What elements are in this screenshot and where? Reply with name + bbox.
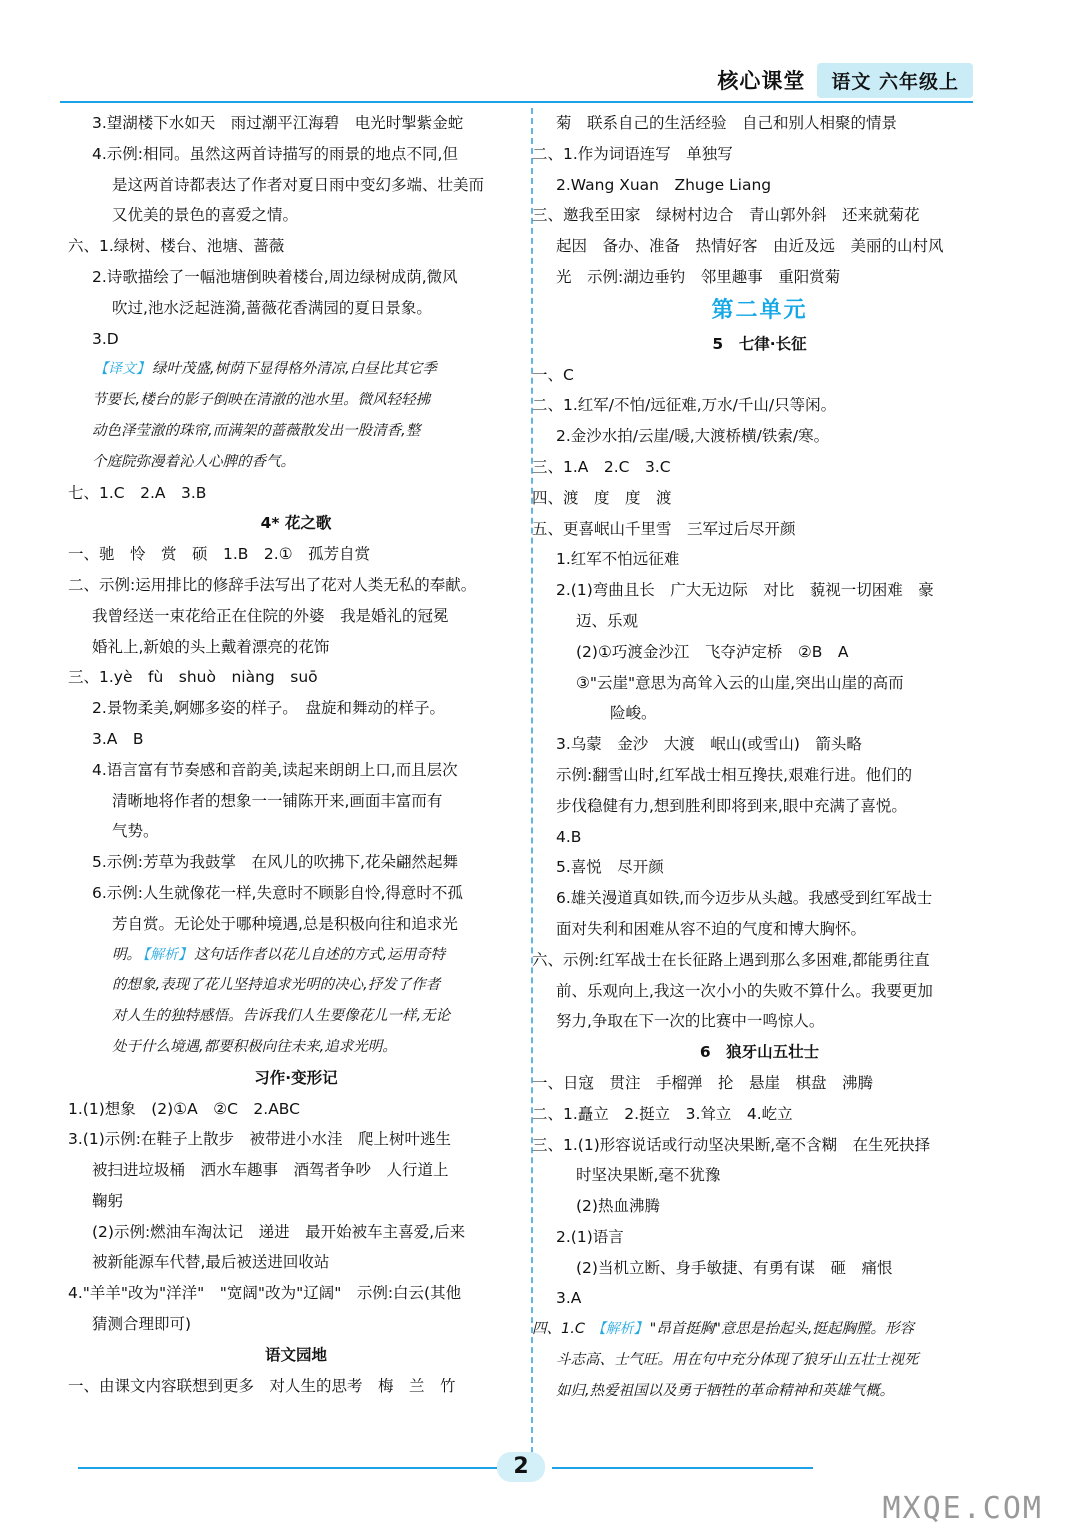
answer-line bbox=[68, 878, 524, 909]
line-text: 面对失利和困难从容不迫的气度和博大胸怀。 bbox=[556, 919, 867, 938]
line-text: 芳自赏。无论处于哪种境遇,总是积极向往和追求光 bbox=[112, 914, 458, 933]
line-text: 1.(1)想象 (2)①A ②C 2.ABC bbox=[68, 1099, 300, 1118]
line-text: 是这两首诗都表达了作者对夏日雨中变幻多端、壮美而 bbox=[112, 175, 485, 194]
right-column bbox=[532, 108, 987, 1407]
answer-line bbox=[68, 1371, 524, 1402]
answer-line bbox=[532, 852, 987, 883]
line-text: 四、渡 度 度 渡 bbox=[532, 488, 672, 507]
answer-line bbox=[532, 760, 987, 791]
line-text: 我曾经送一束花给正在住院的外婆 我是婚礼的冠冕 bbox=[92, 606, 449, 625]
line-text: 迈、乐观 bbox=[576, 611, 639, 630]
answer-line bbox=[68, 1186, 524, 1217]
answer-line bbox=[68, 1217, 524, 1248]
answer-line bbox=[68, 693, 524, 724]
line-text: 4."羊羊"改为"洋洋" "宽阔"改为"辽阔" 示例:白云(其他 bbox=[68, 1284, 462, 1303]
line-text: 3.望湖楼下水如天 雨过潮平江海碧 电光时掣紫金蛇 bbox=[92, 114, 464, 132]
line-text: 节要长,楼台的影子倒映在清澈的池水里。微风轻轻拂 bbox=[92, 392, 431, 409]
lesson-title bbox=[532, 329, 987, 360]
line-text: 第二单元 bbox=[711, 297, 808, 323]
answer-line bbox=[532, 544, 987, 575]
answer-line bbox=[68, 1001, 524, 1032]
line-text: 一、日寇 贯注 手榴弹 抡 悬崖 棋盘 沸腾 bbox=[532, 1073, 874, 1092]
answer-line bbox=[68, 385, 524, 416]
line-text: 4.B bbox=[556, 827, 582, 846]
answer-line bbox=[68, 1124, 524, 1155]
answer-line bbox=[68, 940, 524, 971]
line-text: 5.示例:芳草为我鼓掌 在风儿的吹拂下,花朵翩然起舞 bbox=[92, 853, 458, 872]
line-text: "昂首挺胸"意思是抬起头,挺起胸膛。形容 bbox=[649, 1321, 915, 1338]
answer-line bbox=[532, 822, 987, 853]
line-text: 二、示例:运用排比的修辞手法写出了花对人类无私的奉献。 bbox=[68, 575, 477, 594]
line-text: 4* 花之歌 bbox=[260, 514, 332, 533]
line-text: 3.D bbox=[92, 329, 119, 348]
line-text: 斗志高、士气旺。用在句中充分体现了狼牙山五壮士视死 bbox=[556, 1352, 919, 1369]
line-text: 前、乐观向上,我这一次小小的失败不算什么。我要更加 bbox=[556, 981, 933, 1000]
line-text: 3.乌蒙 金沙 大渡 岷山(或雪山) 箭头略 bbox=[556, 735, 862, 754]
line-text: 六、示例:红军战士在长征路上遇到那么多困难,都能勇往直 bbox=[532, 950, 930, 969]
line-text: 被扫进垃圾桶 洒水车趣事 酒驾者争吵 人行道上 bbox=[92, 1161, 449, 1180]
answer-line bbox=[532, 1376, 987, 1407]
line-text: 2.(1)语言 bbox=[556, 1227, 624, 1246]
answer-line bbox=[532, 1006, 987, 1037]
line-text: 三、邀我至田家 绿树村边合 青山郭外斜 还来就菊花 bbox=[532, 206, 920, 225]
answer-line bbox=[68, 416, 524, 447]
answer-line bbox=[68, 354, 524, 385]
line-text: 3.(1)示例:在鞋子上散步 被带进小水洼 爬上树叶逃生 bbox=[68, 1130, 451, 1149]
line-text: 这句话作者以花儿自述的方式,运用奇特 bbox=[194, 946, 446, 963]
answer-line bbox=[68, 1309, 524, 1340]
footer-rule-left bbox=[78, 1467, 523, 1469]
answer-line bbox=[68, 1032, 524, 1063]
line-text: 5.喜悦 尽开颜 bbox=[556, 858, 664, 877]
line-text: 光 示例:湖边垂钓 邻里趣事 重阳赏菊 bbox=[556, 267, 841, 286]
line-text: 又优美的景色的喜爱之情。 bbox=[112, 206, 299, 225]
answer-line bbox=[68, 1278, 524, 1309]
answer-line bbox=[532, 514, 987, 545]
line-text: 2.(1)弯曲且长 广大无边际 对比 藐视一切困难 豪 bbox=[556, 581, 934, 600]
line-text: 起因 备办、准备 热情好客 由近及远 美丽的山村风 bbox=[556, 237, 944, 256]
line-text: 2.景物柔美,婀娜多姿的样子。 盘旋和舞动的样子。 bbox=[92, 699, 445, 718]
lesson-title bbox=[68, 1340, 524, 1371]
line-text: 努力,争取在下一次的比赛中一鸣惊人。 bbox=[556, 1012, 825, 1031]
line-text: 6.雄关漫道真如铁,而今迈步从头越。我感受到红军战士 bbox=[556, 889, 933, 908]
brand-title: 核心课堂 bbox=[717, 69, 806, 93]
line-text: 步伐稳健有力,想到胜利即将到来,眼中充满了喜悦。 bbox=[556, 796, 907, 815]
answer-line bbox=[532, 1222, 987, 1253]
lesson-title bbox=[68, 508, 524, 539]
line-text: 语文园地 bbox=[264, 1345, 327, 1364]
answer-line bbox=[68, 847, 524, 878]
line-text: 一、由课文内容联想到更多 对人生的思考 梅 兰 竹 bbox=[68, 1376, 456, 1395]
line-text: 气势。 bbox=[112, 822, 159, 841]
answer-line bbox=[532, 575, 987, 606]
line-text: 一、C bbox=[532, 365, 574, 384]
answer-line bbox=[68, 1094, 524, 1125]
watermark-text: MXQE.COM bbox=[882, 1491, 1043, 1526]
line-text: ③"云崖"意思为高耸入云的山崖,突出山崖的高而 bbox=[576, 673, 904, 692]
answer-line bbox=[68, 539, 524, 570]
line-text: 三、1.A 2.C 3.C bbox=[532, 457, 671, 476]
line-text: 被新能源车代替,最后被送进回收站 bbox=[92, 1253, 330, 1272]
line-text: 动色泽莹澈的珠帘,而满架的蔷薇散发出一股清香,整 bbox=[92, 422, 421, 439]
line-text: 一、驰 怜 赏 硕 1.B 2.① 孤芳自赏 bbox=[68, 545, 371, 564]
answer-line bbox=[532, 1191, 987, 1222]
lesson-title bbox=[68, 1063, 524, 1094]
line-text: 个庭院弥漫着沁人心脾的香气。 bbox=[92, 453, 295, 470]
line-text: 险峻。 bbox=[610, 704, 657, 723]
answer-line bbox=[532, 452, 987, 483]
header-rule bbox=[60, 101, 973, 103]
line-text: 对人生的独特感悟。告诉我们人生要像花儿一样,无论 bbox=[112, 1008, 451, 1025]
answer-line bbox=[532, 1130, 987, 1161]
answer-line bbox=[68, 570, 524, 601]
answer-prefix: 明。 bbox=[112, 946, 141, 963]
answer-line bbox=[532, 200, 987, 231]
line-text: 婚礼上,新娘的头上戴着漂亮的花饰 bbox=[92, 637, 330, 656]
answer-prefix: 四、1.C bbox=[532, 1321, 590, 1338]
answer-line bbox=[68, 262, 524, 293]
note-tag: 【解析】 bbox=[143, 946, 192, 963]
answer-line bbox=[68, 108, 524, 139]
answer-line bbox=[532, 108, 987, 139]
answer-line bbox=[532, 1160, 987, 1191]
line-text: 示例:翻雪山时,红军战士相互搀扶,艰难行进。他们的 bbox=[556, 765, 913, 784]
line-text: 二、1.矗立 2.挺立 3.耸立 4.屹立 bbox=[532, 1104, 793, 1123]
answer-line bbox=[68, 200, 524, 231]
unit-heading bbox=[532, 293, 987, 329]
line-text: 七、1.C 2.A 3.B bbox=[68, 483, 207, 502]
line-text: 3.A B bbox=[92, 729, 144, 748]
line-text: 4.示例:相同。虽然这两首诗描写的雨景的地点不同,但 bbox=[92, 144, 458, 163]
answer-line bbox=[532, 360, 987, 391]
answer-line bbox=[532, 483, 987, 514]
page-header bbox=[717, 62, 973, 98]
answer-line bbox=[532, 945, 987, 976]
line-text: 2.金沙水拍/云崖/暖,大渡桥横/铁索/寒。 bbox=[556, 427, 830, 446]
line-text: (2)示例:燃油车淘汰记 递进 最开始被车主喜爱,后来 bbox=[92, 1222, 466, 1241]
answer-line bbox=[68, 632, 524, 663]
line-text: 如归,热爱祖国以及勇于牺牲的革命精神和英雄气概。 bbox=[556, 1382, 895, 1399]
line-text: (2)热血沸腾 bbox=[576, 1197, 660, 1216]
answer-line bbox=[532, 1314, 987, 1345]
line-text: 二、1.作为词语连写 单独写 bbox=[532, 144, 733, 163]
line-text: 4.语言富有节奏感和音韵美,读起来朗朗上口,而且层次 bbox=[92, 760, 458, 779]
line-text: 菊 联系自己的生活经验 自己和别人相聚的情景 bbox=[556, 114, 898, 132]
left-column bbox=[68, 108, 524, 1401]
answer-line bbox=[532, 976, 987, 1007]
line-text: 绿叶茂盛,树荫下显得格外清凉,白昼比其它季 bbox=[152, 361, 437, 378]
answer-line bbox=[532, 1253, 987, 1284]
line-text: 猜测合理即可) bbox=[92, 1315, 192, 1334]
footer-rule-right bbox=[552, 1467, 813, 1469]
answer-line bbox=[532, 231, 987, 262]
answer-line bbox=[532, 170, 987, 201]
line-text: 鞠躬 bbox=[92, 1191, 124, 1210]
lesson-title bbox=[532, 1037, 987, 1068]
answer-line bbox=[68, 909, 524, 940]
note-tag: 【译文】 bbox=[94, 361, 150, 378]
answer-line bbox=[68, 447, 524, 478]
answer-line bbox=[532, 1099, 987, 1130]
line-text: 六、1.绿树、楼台、池塘、蔷薇 bbox=[68, 237, 285, 256]
line-text: 时坚决果断,毫不犹豫 bbox=[576, 1166, 721, 1185]
line-text: 二、1.红军/不怕/远征难,万水/千山/只等闲。 bbox=[532, 396, 837, 415]
line-text: 6 狼牙山五壮士 bbox=[699, 1043, 820, 1062]
answer-line bbox=[532, 791, 987, 822]
answer-line bbox=[532, 1068, 987, 1099]
answer-line bbox=[68, 601, 524, 632]
answer-line bbox=[532, 914, 987, 945]
line-text: 吹过,池水泛起涟漪,蔷薇花香满园的夏日景象。 bbox=[112, 298, 432, 317]
answer-line bbox=[68, 970, 524, 1001]
line-text: 清晰地将作者的想象一一铺陈开来,画面丰富而有 bbox=[112, 791, 443, 810]
answer-line bbox=[68, 1247, 524, 1278]
answer-line bbox=[68, 170, 524, 201]
answer-line bbox=[532, 637, 987, 668]
answer-line bbox=[532, 1283, 987, 1314]
line-text: 2.诗歌描绘了一幅池塘倒映着楼台,周边绿树成荫,微风 bbox=[92, 267, 458, 286]
line-text: 三、1.yè fù shuò niàng suō bbox=[68, 668, 318, 687]
answer-line bbox=[532, 883, 987, 914]
answer-line bbox=[532, 668, 987, 699]
answer-line bbox=[68, 1155, 524, 1186]
line-text: 3.A bbox=[556, 1289, 582, 1308]
answer-line bbox=[68, 231, 524, 262]
line-text: 三、1.(1)形容说话或行动坚决果断,毫不含糊 在生死抉择 bbox=[532, 1135, 931, 1154]
note-tag: 【解析】 bbox=[591, 1321, 648, 1338]
line-text: 五、更喜岷山千里雪 三军过后尽开颜 bbox=[532, 519, 796, 538]
line-text: 处于什么境遇,都要积极向往未来,追求光明。 bbox=[112, 1038, 397, 1055]
line-text: (2)①巧渡金沙江 飞夺泸定桥 ②B A bbox=[576, 642, 849, 661]
line-text: 5 七律·长征 bbox=[712, 334, 807, 353]
page-number: 2 bbox=[497, 1452, 545, 1482]
answer-line bbox=[532, 1345, 987, 1376]
line-text: 的想象,表现了花儿坚持追求光明的决心,抒发了作者 bbox=[112, 977, 441, 994]
answer-line bbox=[532, 262, 987, 293]
answer-line bbox=[68, 816, 524, 847]
answer-line bbox=[532, 390, 987, 421]
line-text: (2)当机立断、身手敏捷、有勇有谋 砸 痛恨 bbox=[576, 1258, 893, 1277]
line-text: 1.红军不怕远征难 bbox=[556, 550, 680, 569]
answer-line bbox=[68, 139, 524, 170]
line-text: 6.示例:人生就像花一样,失意时不顾影自怜,得意时不孤 bbox=[92, 883, 463, 902]
answer-line bbox=[68, 293, 524, 324]
answer-line bbox=[532, 139, 987, 170]
answer-line bbox=[68, 724, 524, 755]
answer-line bbox=[532, 421, 987, 452]
answer-line bbox=[532, 698, 987, 729]
subject-badge: 语文 六年级上 bbox=[817, 63, 973, 98]
line-text: 习作·变形记 bbox=[254, 1068, 338, 1087]
answer-line bbox=[532, 729, 987, 760]
answer-line bbox=[68, 324, 524, 355]
answer-line bbox=[68, 662, 524, 693]
line-text: 2.Wang Xuan Zhuge Liang bbox=[556, 175, 772, 194]
answer-line bbox=[68, 478, 524, 509]
answer-line bbox=[532, 606, 987, 637]
answer-line bbox=[68, 786, 524, 817]
answer-line bbox=[68, 755, 524, 786]
